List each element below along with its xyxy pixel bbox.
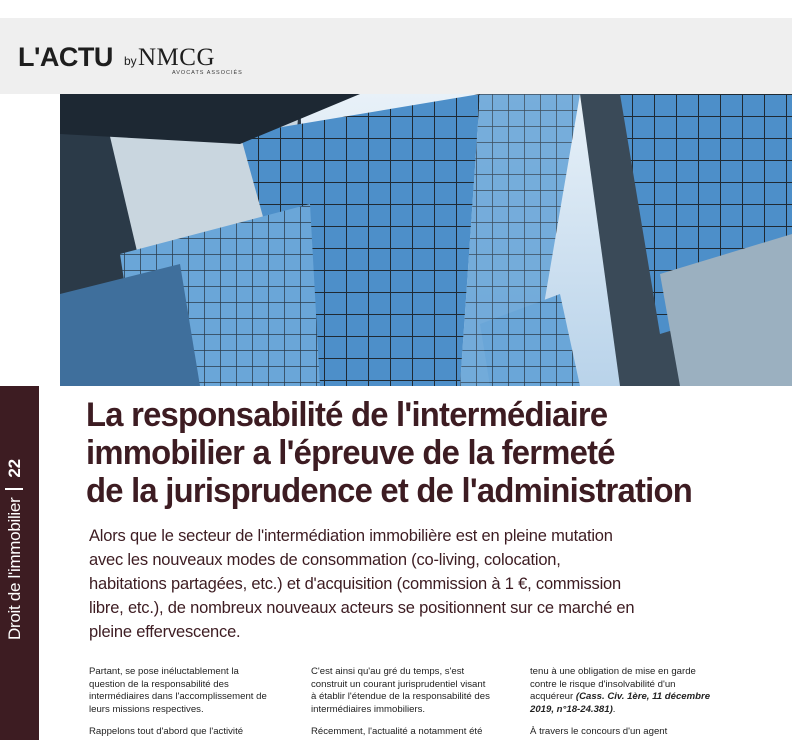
hero-image (60, 94, 792, 386)
text-line: à établir l'étendue de la responsabilité des (311, 691, 490, 703)
article-lead (89, 524, 789, 644)
text-line: Partant, se pose inéluctablement la (89, 666, 239, 677)
article-title (86, 396, 751, 510)
text-line: tenu à une obligation de mise en garde (530, 666, 696, 677)
body-column-1 (89, 666, 299, 749)
paragraph: Rappelons tout d'abord que l'activité (89, 726, 244, 738)
case-reference: 2019, n°18-24.381) (530, 703, 613, 715)
lead-line: libre, etc.), de nombreux nouveaux acteurs se positionnent sur ce marché en (89, 599, 635, 617)
lead-line: pleine effervescence. (89, 623, 241, 641)
text-line: contre le risque d'insolvabilité d'un (530, 678, 676, 690)
case-reference: (Cass. Civ. 1ère, 11 décembre (575, 691, 711, 703)
body-column-2 (311, 666, 521, 749)
brand-by: by (124, 54, 137, 68)
firm-logo: NMCG (138, 44, 216, 71)
text-line: question de la responsabilité des (89, 678, 229, 690)
paragraph (311, 666, 521, 716)
punctuation: . (612, 703, 616, 715)
lead-line: Alors que le secteur de l'intermédiation immobilière est en pleine mutation (89, 527, 613, 545)
body-column-3 (530, 666, 740, 749)
text-line: acquéreur (530, 691, 574, 703)
paragraph (89, 666, 299, 716)
text-line: construit un courant jurisprudentiel visant (311, 678, 486, 690)
section-name: Droit de l'immobilier (5, 497, 24, 640)
brand-logo: L'ACTU (18, 42, 113, 72)
text-line: intermédiaires dans l'accomplissement de (89, 691, 267, 703)
title-line: de la jurisprudence et de l'administration (86, 472, 693, 510)
text-line: leurs missions respectives. (89, 703, 204, 715)
paragraph: Récemment, l'actualité a notamment été (311, 726, 483, 738)
title-line: La responsabilité de l'intermédiaire (86, 396, 608, 434)
title-line: immobilier a l'épreuve de la fermeté (86, 434, 615, 472)
lead-line: habitations partagées, etc.) et d'acquisition (commission à 1 €, commission (89, 575, 621, 593)
divider (5, 488, 23, 490)
text-line: C'est ainsi qu'au gré du temps, s'est (311, 666, 465, 677)
firm-subtitle: AVOCATS ASSOCIÉS (172, 70, 243, 76)
text-line: intermédiaires immobiliers. (311, 703, 426, 715)
paragraph (530, 666, 740, 716)
top-strip (0, 0, 792, 18)
page-number: 22 (5, 459, 24, 478)
masthead (0, 18, 792, 94)
paragraph: À travers le concours d'un agent (530, 726, 668, 738)
lead-line: avec les nouveaux modes de consommation (co-living, colocation, (89, 551, 561, 569)
section-label (5, 459, 25, 640)
